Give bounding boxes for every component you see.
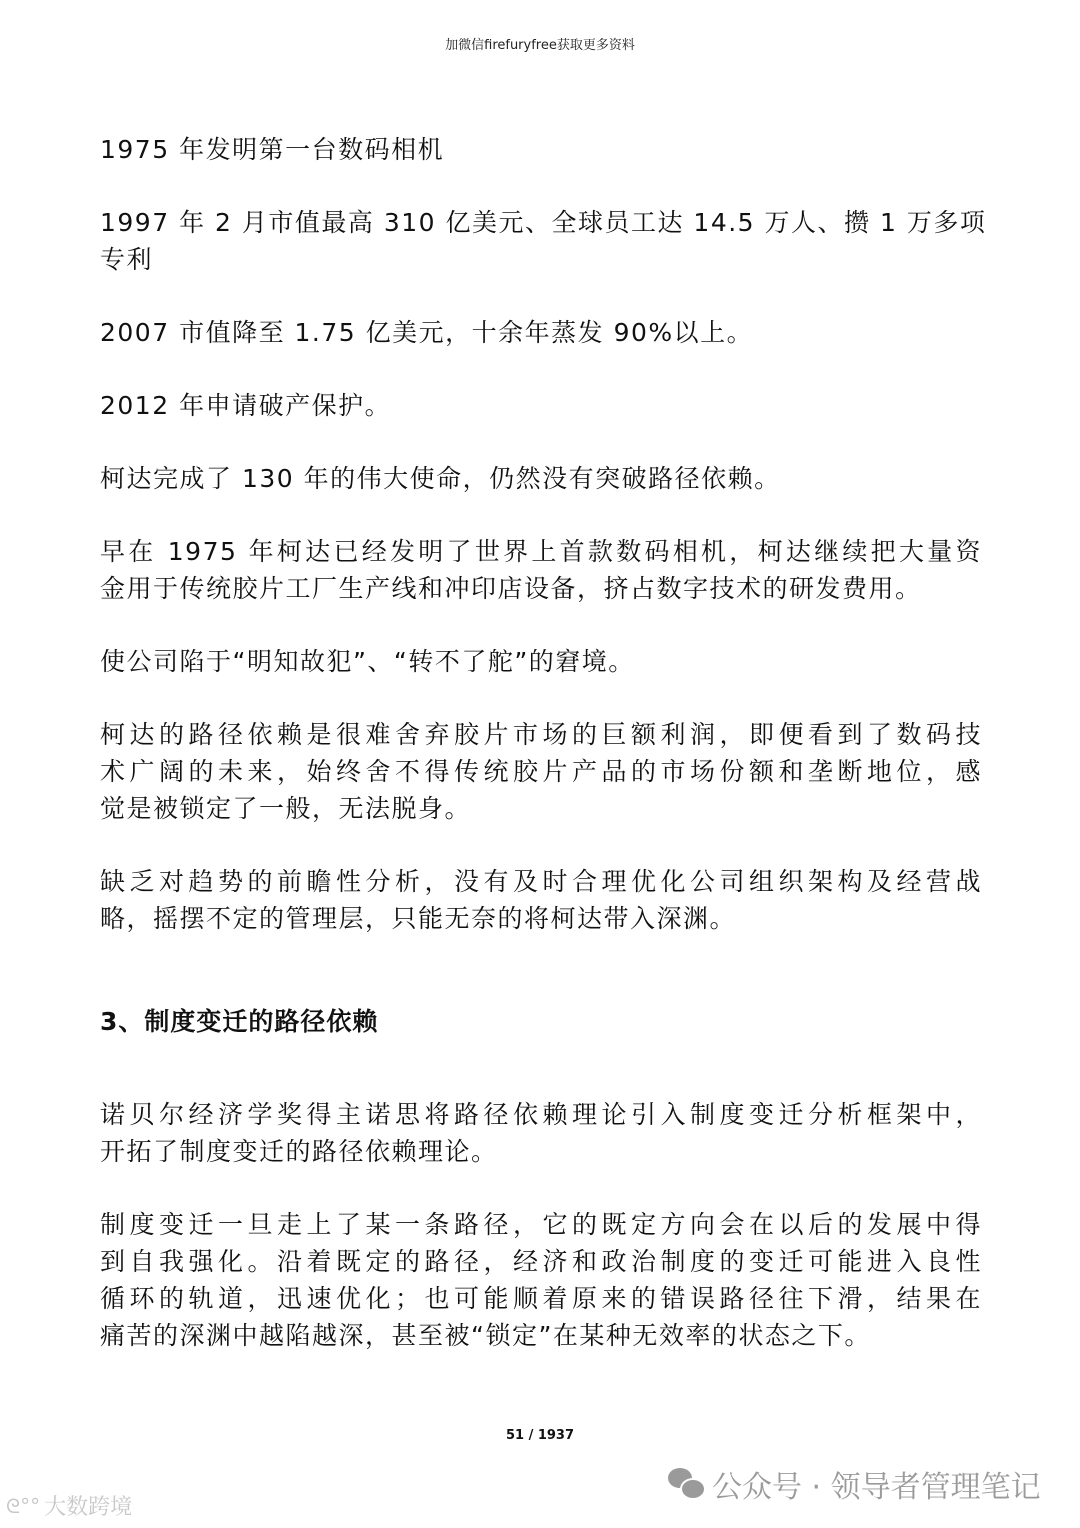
section-institutional-change	[100, 1096, 982, 1354]
document-body	[100, 131, 987, 1390]
text-line: 柯达完成了 130 年的伟大使命，仍然没有突破路径依赖。	[100, 464, 781, 493]
page-number: 51 / 1937	[505, 1428, 575, 1443]
paragraph	[100, 460, 982, 497]
text-line: 金用于传统胶片工厂生产线和冲印店设备，挤占数字技术的研发费用。	[100, 574, 922, 603]
text-line: 开拓了制度变迁的路径依赖理论。	[100, 1137, 498, 1166]
paragraph	[100, 1206, 982, 1354]
text-line: 痛苦的深渊中越陷越深，甚至被“锁定”在某种无效率的状态之下。	[100, 1321, 871, 1350]
text-line: 略，摇摆不定的管理层，只能无奈的将柯达带入深渊。	[100, 904, 737, 933]
paragraph	[100, 314, 982, 351]
paragraph	[100, 1096, 982, 1170]
page-header: 加微信firefuryfree获取更多资料	[445, 38, 635, 53]
text-line: 缺乏对趋势的前瞻性分析，没有及时合理优化公司组织架构及经营战	[100, 867, 982, 896]
text-line: 专利	[100, 245, 154, 274]
text-line: 早在 1975 年柯达已经发明了世界上首款数码相机，柯达继续把大量资	[100, 537, 982, 566]
wechat-icon	[668, 1468, 704, 1500]
logo-watermark	[6, 1490, 132, 1521]
wechat-watermark	[668, 1462, 1041, 1506]
text-line: 术广阔的未来，始终舍不得传统胶片产品的市场份额和垄断地位，感	[100, 757, 982, 786]
text-line: 到自我强化。沿着既定的路径，经济和政治制度的变迁可能进入良性	[100, 1247, 982, 1276]
paragraph	[100, 863, 982, 937]
text-line: 循环的轨道，迅速优化；也可能顺着原来的错误路径往下滑，结果在	[100, 1284, 982, 1313]
text-line: 使公司陷于“明知故犯”、“转不了舵”的窘境。	[100, 647, 635, 676]
text-line: 制度变迁一旦走上了某一条路径，它的既定方向会在以后的发展中得	[100, 1210, 982, 1239]
watermark-right-text: 公众号 · 领导者管理笔记	[712, 1470, 1041, 1505]
paragraph	[100, 643, 982, 680]
section-kodak	[100, 131, 987, 937]
paragraph	[100, 204, 987, 278]
section-heading: 3、制度变迁的路径依赖	[100, 1007, 379, 1036]
paragraph	[100, 533, 982, 607]
paragraph	[100, 716, 982, 827]
paragraph	[100, 387, 982, 424]
text-line: 诺贝尔经济学奖得主诺思将路径依赖理论引入制度变迁分析框架中，	[100, 1100, 982, 1129]
text-line: 2007 市值降至 1.75 亿美元，十余年蒸发 90%以上。	[100, 318, 754, 347]
text-line: 1975 年发明第一台数码相机	[100, 135, 445, 164]
watermark-left-text: 大数跨境	[44, 1495, 133, 1520]
logo-icon: ᘓ°°	[6, 1493, 41, 1518]
text-line: 觉是被锁定了一般，无法脱身。	[100, 794, 472, 823]
paragraph	[100, 131, 982, 168]
text-line: 1997 年 2 月市值最高 310 亿美元、全球员工达 14.5 万人、攒 1 万多项	[100, 208, 987, 237]
text-line: 2012 年申请破产保护。	[100, 391, 392, 420]
text-line: 柯达的路径依赖是很难舍弃胶片市场的巨额利润，即便看到了数码技	[100, 720, 982, 749]
